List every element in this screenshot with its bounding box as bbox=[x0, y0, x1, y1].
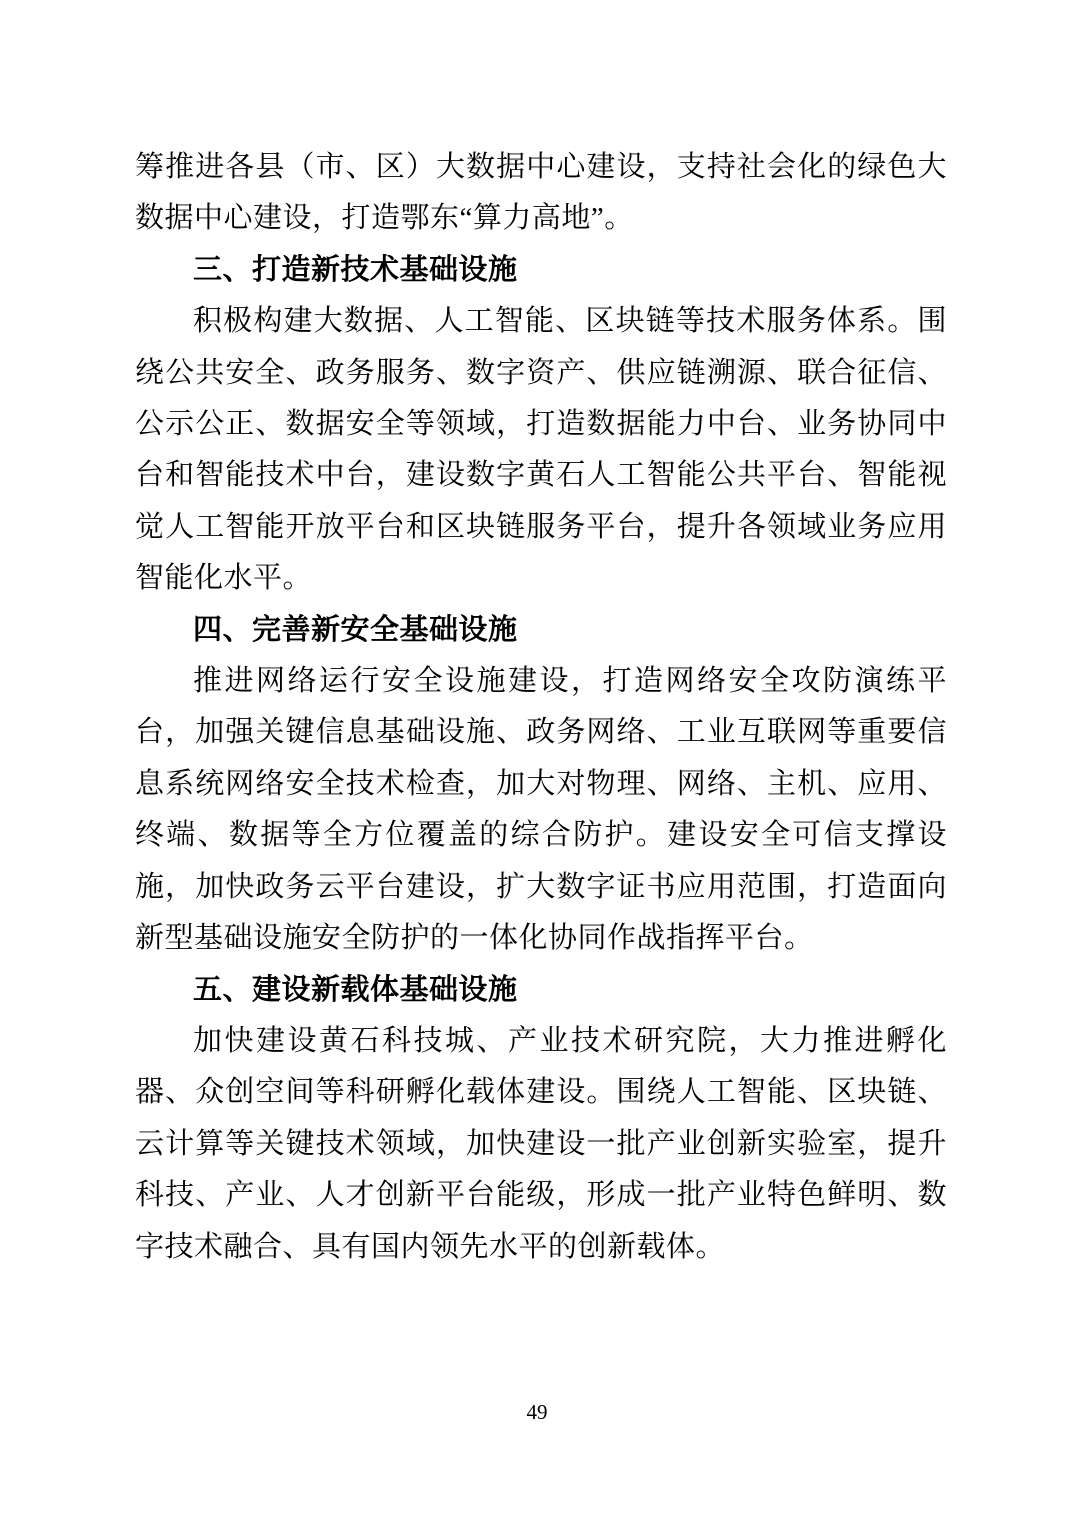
section-paragraph-5: 加快建设黄石科技城、产业技术研究院，大力推进孵化器、众创空间等科研孵化载体建设。围绕人工智能、区块链、云计算等关键技术领域，加快建设一批产业创新实验室，提升科技、产业、人才创新平台能级，形成一批产业特色鲜明、数字技术融合、具有国内领先水平的创新载体。 bbox=[135, 1024, 947, 1263]
paragraph-continuation: 筹推进各县（市、区）大数据中心建设，支持社会化的绿色大数据中心建设，打造鄂东“算力高地”。 bbox=[135, 151, 947, 235]
section-heading-5: 五、建设新载体基础设施 bbox=[193, 973, 518, 1006]
document-body bbox=[135, 142, 947, 1273]
section-heading-3: 三、打造新技术基础设施 bbox=[193, 253, 518, 286]
section-heading-4: 四、完善新安全基础设施 bbox=[193, 613, 518, 646]
section-paragraph-3: 积极构建大数据、人工智能、区块链等技术服务体系。围绕公共安全、政务服务、数字资产、供应链溯源、联合征信、公示公正、数据安全等领域，打造数据能力中台、业务协同中台和智能技术中台，建设数字黄石人工智能公共平台、智能视觉人工智能开放平台和区块链服务平台，提升各领域业务应用智能化水平。 bbox=[135, 305, 947, 595]
page-number: 49 bbox=[526, 1400, 548, 1424]
section-paragraph-4: 推进网络运行安全设施建设，打造网络安全攻防演练平台，加强关键信息基础设施、政务网络、工业互联网等重要信息系统网络安全技术检查，加大对物理、网络、主机、应用、终端、数据等全方位覆盖的综合防护。建设安全可信支撑设施，加快政务云平台建设，扩大数字证书应用范围，打造面向新型基础设施安全防护的一体化协同作战指挥平台。 bbox=[135, 665, 947, 955]
